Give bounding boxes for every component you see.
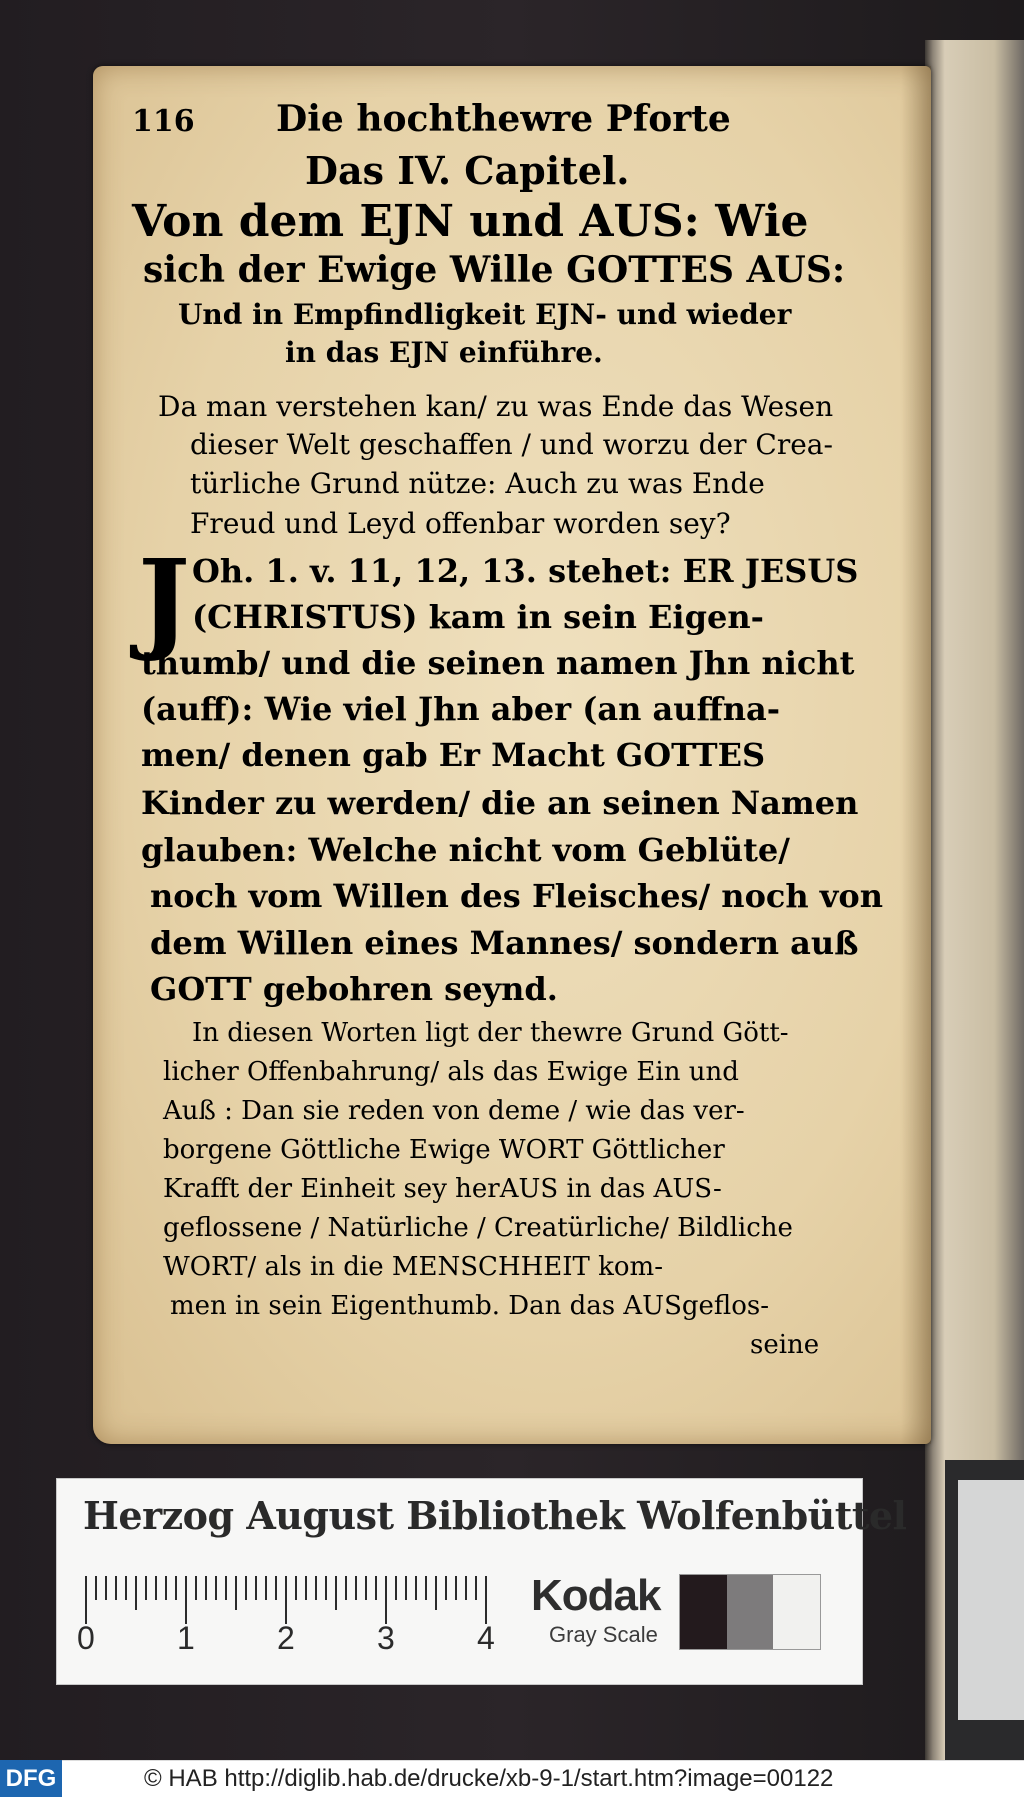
paragraph-line: men in sein Eigenthumb. Dan das AUSgeflos- — [170, 1291, 770, 1321]
ruler-tick — [425, 1576, 427, 1600]
ruler-tick — [245, 1576, 247, 1600]
ruler-tick — [95, 1576, 97, 1600]
ruler-tick — [325, 1576, 327, 1600]
ruler-tick — [215, 1576, 217, 1600]
ruler-tick — [415, 1576, 417, 1600]
color-reference-card — [56, 1478, 907, 1685]
title-line: Von dem EJN und AUS: Wie — [132, 196, 809, 247]
ruler-tick — [155, 1576, 157, 1600]
summary-line: dieser Welt geschaffen / und worzu der Crea- — [190, 428, 833, 461]
ruler-tick — [175, 1576, 177, 1600]
chapter-heading: Das IV. Capitel. — [305, 148, 630, 193]
ruler-number: 4 — [477, 1620, 495, 1656]
ruler-tick — [255, 1576, 257, 1600]
dfg-logo: DFG — [0, 1760, 62, 1797]
ruler-tick — [375, 1576, 377, 1600]
ruler-tick — [295, 1576, 297, 1600]
ruler-tick — [335, 1576, 337, 1610]
ruler-tick — [85, 1576, 87, 1624]
body-line: (auff): Wie viel Jhn aber (an auffna- — [141, 690, 781, 728]
ruler-tick — [165, 1576, 167, 1600]
title-line: Und in Empfindligkeit EJN- und wieder — [178, 298, 792, 331]
body-line: glauben: Welche nicht vom Geblüte/ — [141, 831, 790, 869]
ruler-tick — [125, 1576, 127, 1600]
body-line: noch vom Willen des Fleisches/ noch von — [150, 877, 883, 915]
gray-scale-label: Gray Scale — [549, 1622, 658, 1647]
ruler-tick — [285, 1576, 287, 1624]
swatch-light — [773, 1575, 820, 1649]
ruler-tick — [225, 1576, 227, 1600]
swatch-dark — [680, 1575, 727, 1649]
paragraph-line: geflossene / Natürliche / Creatürliche/ Bildliche — [163, 1213, 793, 1243]
facing-color-card — [958, 1480, 1024, 1720]
page-number: 116 — [132, 104, 195, 139]
ruler-tick — [145, 1576, 147, 1600]
ruler-tick — [305, 1576, 307, 1600]
paragraph-line: In diesen Worten ligt der thewre Grund Gött- — [192, 1018, 789, 1048]
summary-line: Da man verstehen kan/ zu was Ende das Wesen — [158, 390, 834, 423]
ruler-number: 0 — [77, 1620, 95, 1656]
catchword: seine — [750, 1330, 820, 1360]
ruler-tick — [205, 1576, 207, 1600]
image-credit: © HAB http://diglib.hab.de/drucke/xb-9-1/start.htm?image=00122 — [144, 1765, 834, 1792]
body-line: Kinder zu werden/ die an seinen Namen — [141, 784, 859, 822]
ruler-number: 1 — [177, 1620, 195, 1656]
ruler-tick — [275, 1576, 277, 1600]
ruler-tick — [465, 1576, 467, 1600]
ruler-tick — [355, 1576, 357, 1600]
ruler-number: 2 — [277, 1620, 295, 1656]
ruler-tick — [135, 1576, 137, 1610]
body-line: (CHRISTUS) kam in sein Eigen- — [192, 598, 764, 636]
summary-line: türliche Grund nütze: Auch zu was Ende — [190, 467, 765, 500]
paragraph-line: borgene Göttliche Ewige WORT Göttlicher — [163, 1135, 725, 1165]
ruler-tick — [385, 1576, 387, 1624]
ruler-tick — [475, 1576, 477, 1600]
paragraph-line: licher Offenbahrung/ als das Ewige Ein und — [163, 1057, 739, 1087]
kodak-logo: Kodak — [531, 1571, 661, 1620]
body-line: men/ denen gab Er Macht GOTTES — [141, 736, 766, 774]
summary-line: Freud und Leyd offenbar worden sey? — [190, 507, 731, 540]
ruler-tick — [115, 1576, 117, 1600]
ruler-tick — [185, 1576, 187, 1624]
running-head: Die hochthewre Pforte — [276, 98, 731, 140]
paragraph-line: WORT/ als in die MENSCHHEIT kom- — [163, 1252, 663, 1282]
paragraph-line: Auß : Dan sie reden von deme / wie das ver- — [163, 1096, 745, 1126]
ruler-tick — [455, 1576, 457, 1600]
ruler-tick — [395, 1576, 397, 1600]
ruler-tick — [445, 1576, 447, 1600]
ruler-tick — [265, 1576, 267, 1600]
ruler-tick — [435, 1576, 437, 1610]
ruler-tick — [235, 1576, 237, 1610]
page-gutter-shadow — [901, 66, 931, 1444]
body-line: dem Willen eines Mannes/ sondern auß — [150, 924, 859, 962]
paragraph-line: Krafft der Einheit sey herAUS in das AUS- — [163, 1174, 722, 1204]
title-line: sich der Ewige Wille GOTTES AUS: — [143, 249, 846, 291]
body-line: Oh. 1. v. 11, 12, 13. stehet: ER JESUS — [192, 552, 859, 590]
gray-swatches — [679, 1574, 821, 1650]
scale-ruler — [85, 1576, 505, 1641]
ruler-tick — [405, 1576, 407, 1600]
ruler-number: 3 — [377, 1620, 395, 1656]
body-line: GOTT gebohren seynd. — [150, 970, 558, 1008]
ruler-tick — [105, 1576, 107, 1600]
library-name: Herzog August Bibliothek Wolfenbüttel — [83, 1493, 907, 1538]
title-line: in das EJN einführe. — [285, 336, 603, 369]
ruler-tick — [195, 1576, 197, 1600]
swatch-mid — [727, 1575, 774, 1649]
body-line: thumb/ und die seinen namen Jhn nicht — [141, 644, 855, 682]
drop-cap: J — [138, 535, 191, 664]
ruler-tick — [365, 1576, 367, 1600]
ruler-tick — [315, 1576, 317, 1600]
ruler-tick — [485, 1576, 487, 1624]
ruler-tick — [345, 1576, 347, 1600]
